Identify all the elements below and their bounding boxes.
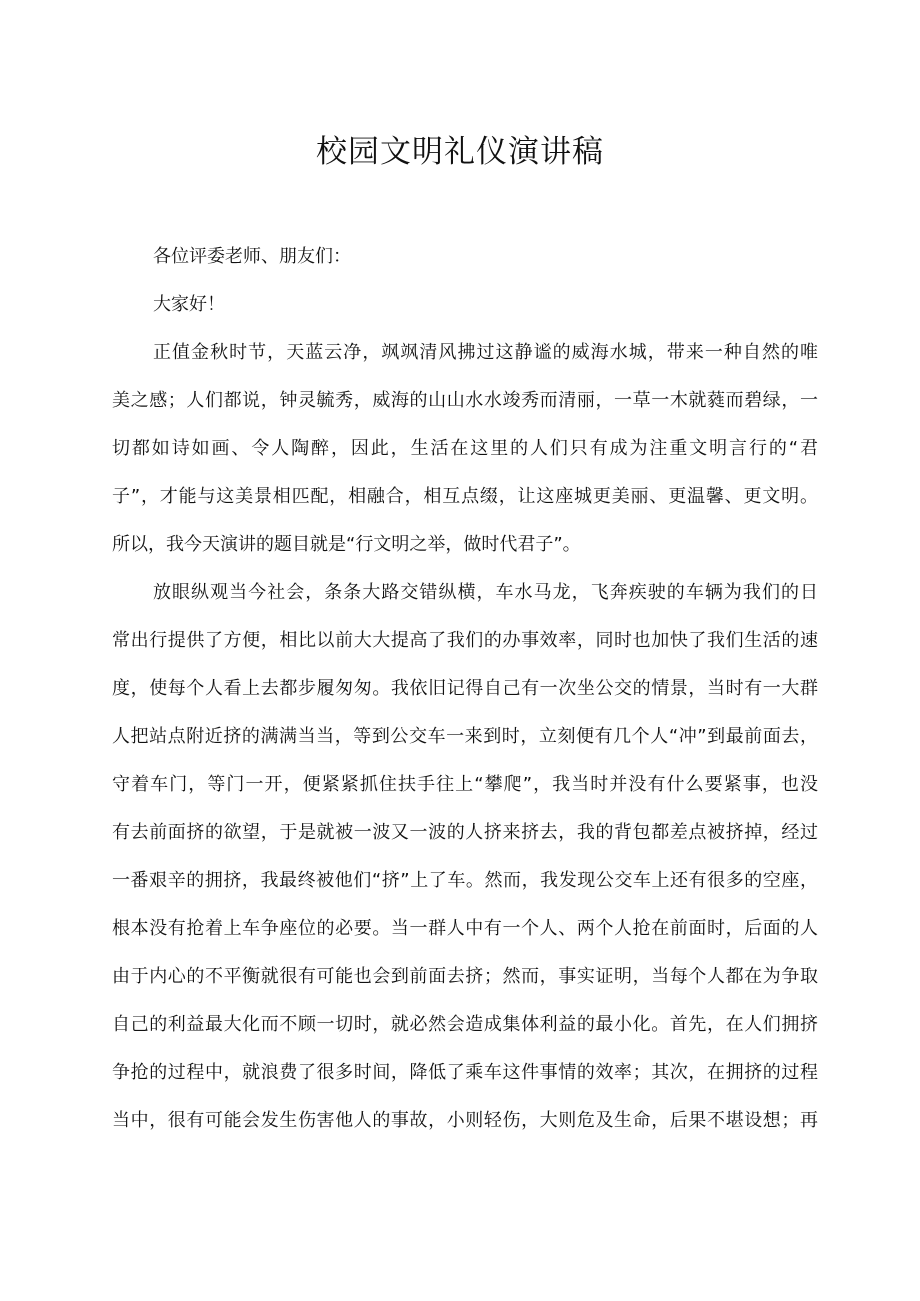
paragraph-2-line: 人把站点附近挤的满满当当，等到公交车一来到时，立刻便有几个人“冲”到最前面去， (112, 726, 818, 747)
paragraph-1-line: 所以，我今天演讲的题目就是“行文明之举，做时代君子”。 (112, 534, 581, 555)
paragraph-2-line: 根本没有抢着上车争座位的必要。当一群人中有一个人、两个人抢在前面时，后面的人 (112, 918, 818, 939)
paragraph-2-line: 常出行提供了方便，相比以前大大提高了我们的办事效率，同时也加快了我们生活的速 (112, 630, 818, 651)
paragraph-1-line: 子”，才能与这美景相匹配，相融合，相互点缀，让这座城更美丽、更温馨、更文明。 (112, 486, 818, 507)
paragraph-2-line: 守着车门，等门一开，便紧紧抓住扶手往上“攀爬”，我当时并没有什么要紧事，也没 (112, 774, 818, 795)
paragraph-1-line: 切都如诗如画、令人陶醉，因此，生活在这里的人们只有成为注重文明言行的“君 (112, 438, 818, 459)
paragraph-2-line: 自己的利益最大化而不顾一切时，就必然会造成集体利益的最小化。首先，在人们拥挤 (112, 1014, 818, 1035)
document-title: 校园文明礼仪演讲稿 (316, 134, 604, 170)
paragraph-2-line: 度，使每个人看上去都步履匆匆。我依旧记得自己有一次坐公交的情景，当时有一大群 (112, 678, 818, 699)
paragraph-1-line: 正值金秋时节，天蓝云净，飒飒清风拂过这静谧的威海水城，带来一种自然的唯 (153, 342, 818, 363)
paragraph-1-line: 美之感；人们都说，钟灵毓秀，威海的山山水水竣秀而清丽，一草一木就蕤而碧绿，一 (112, 390, 818, 411)
paragraph-2-line: 争抢的过程中，就浪费了很多时间，降低了乘车这件事情的效率；其次，在拥挤的过程 (112, 1062, 818, 1083)
paragraph-2-line: 放眼纵观当今社会，条条大路交错纵横，车水马龙，飞奔疾驶的车辆为我们的日 (153, 582, 818, 603)
hello-line: 大家好！ (153, 294, 225, 315)
greeting-line: 各位评委老师、朋友们： (153, 246, 351, 267)
paragraph-2-line: 一番艰辛的拥挤，我最终被他们“挤”上了车。然而，我发现公交车上还有很多的空座， (112, 870, 818, 891)
paragraph-2-line: 由于内心的不平衡就很有可能也会到前面去挤；然而，事实证明，当每个人都在为争取 (112, 966, 818, 987)
paragraph-2-line: 当中，很有可能会发生伤害他人的事故，小则轻伤，大则危及生命，后果不堪设想；再 (112, 1110, 818, 1131)
paragraph-2-line: 有去前面挤的欲望，于是就被一波又一波的人挤来挤去，我的背包都差点被挤掉，经过 (112, 822, 818, 843)
